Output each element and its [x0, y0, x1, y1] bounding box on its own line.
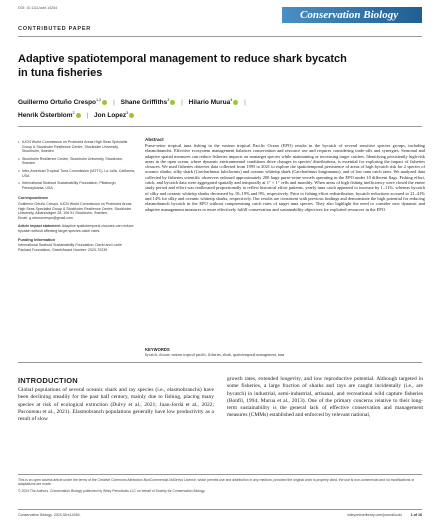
page-number: 1 of 16	[410, 513, 422, 517]
footer-notes	[18, 478, 422, 493]
section-heading-introduction: INTRODUCTION	[18, 376, 78, 385]
affiliations-column	[18, 140, 136, 255]
citation: Conservation Biology. 2024;38:e14264.	[18, 513, 81, 517]
affiliation: 1 IUCN World Commission on Protected Areas High Seas Specialist Group & Stockholm Resilience Centre, Stockholm University, Stockholm, Sweden	[18, 140, 128, 154]
copyright-text: © 2024 The Authors. Conservation Biology published by Wiley Periodicals LLC on behalf of Society for Conservation Biology.	[18, 488, 206, 493]
article-type: CONTRIBUTED PAPER	[18, 26, 92, 32]
funding-text: International Seafood Sustainability Foundation; David and Lucile Packard Foundation, Grant/Award Number: 2020-70239	[18, 243, 122, 252]
author-divider	[18, 126, 422, 127]
abstract-divider	[18, 362, 422, 363]
journal-banner[interactable]: Conservation Biology	[282, 7, 422, 23]
body-column-left: Global populations of several oceanic shark and ray species (i.e., elasmobranchs) have been declining steadily for the past half century, mainly due to fishing, placing many species at risk of ecological extinction (Dulvy et al., 2021; Juan-Jordá et al., 2022; Pacoureau et al., 2021). Elasmobranch populations generally have low productivity as a result of slow	[18, 387, 214, 423]
header-divider	[18, 36, 422, 37]
author-name[interactable]: Shane Griffiths	[120, 99, 168, 107]
orcid-icon[interactable]	[233, 100, 238, 105]
page-footer	[18, 513, 422, 517]
author-name[interactable]: Guillermo Ortuño Crespo	[18, 99, 97, 107]
orcid-icon[interactable]	[170, 100, 175, 105]
affiliation: 4 International Seafood Sustainability Foundation, Pittsburgh, Pennsylvania, USA	[18, 181, 117, 190]
funding-heading: Funding information	[18, 237, 55, 242]
orcid-icon[interactable]	[129, 113, 134, 118]
orcid-icon[interactable]	[102, 100, 107, 105]
doi[interactable]: DOI: 10.1111/cobi.14264	[18, 6, 58, 10]
keywords-heading: KEYWORDS	[145, 347, 170, 352]
author-name[interactable]: Henrik Österblom	[18, 112, 73, 120]
license-text: This is an open access article under the terms of the Creative Commons Attribution-NonCommercial-NoDerivs License, which permits use and distribution in any medium, provided the original work is properly cited, the use is non-commercial and no modifications or adaptations are made.	[18, 478, 415, 487]
bottom-divider	[18, 509, 422, 510]
abstract-heading: Abstract	[145, 137, 164, 142]
page-footer-right	[347, 513, 422, 517]
journal-url[interactable]: wileyonlinelibrary.com/journal/cobi	[347, 513, 402, 517]
author-list: Guillermo Ortuño Crespo$^{1,2}$ | Shane Griffiths$^3$ | Hilario Murua$^4$ | Henrik Österblom$^2$ | Jon Lopez$^3$	[18, 98, 246, 120]
abstract-text: Purse-seine tropical tuna fishing in the eastern tropical Pacific Ocean (EPO) results in the bycatch of several sensitive species groups, including elasmobranchs. Effective ecosystem management balances conservation and resource use and requires considering trade-offs and synergies. Seasonal and adaptive spatial measures can reduce fisheries impacts on nontarget species while maintaining or increasing target catches. Identifying persistently high-risk areas in the open ocean, where dynamic environmental conditions drive changes in species' distributions, is essential for exploring the impact of fisheries closures. We used fisheries observer data collected from 1995 to 2021 to explore the spatiotemporal persistence of areas of high bycatch risk for 2 species of oceanic sharks, silky shark (Carcharhinus falciformis) and oceanic whitetip shark (Carcharhinus longimanus), and of low tuna catch rates. We analyzed data collected by fisheries scientific observers onboard approximately 200 large purse-seine vessels operating in the EPO under 10 different flags. Fishing effort, catch, and bycatch data were aggregated spatially and temporally at 1° × 1° cells and monthly. When areas of high fishing inefficiency were closed the entire study period and effort was reallocated proportionally to reflect historical effort patterns, yearly tuna catch appeared to increase by 1–11%, whereas bycatch of silky and oceanic whitetip sharks decreased by 10–19% and 9%, respectively. Prior to fishing effort redistribution, bycatch reductions accrued to 21–41% and 14% for silky and oceanic whitetip sharks, respectively. Our results are consistent with previous findings and demonstrate the high potential for reducing elasmobranch bycatch in the EPO without compromising catch rates of target tuna species. They also highlight the need to consider new dynamic and adaptive management measures to more effectively fulfill conservation and sustainability objectives for exploited resources in the EPO.	[145, 143, 425, 212]
orcid-icon[interactable]	[76, 113, 81, 118]
correspondence-email[interactable]: Email: g.ortunocrespo@gmail.com	[18, 215, 73, 220]
footer-divider	[18, 474, 422, 475]
paper-title: Adaptive spatiotemporal management to reduce shark bycatch in tuna fisheries	[18, 53, 347, 79]
author-name[interactable]: Hilario Murua	[188, 99, 231, 107]
impact-statement: Article impact statement: Adaptive spatiotemporal closures can reduce bycatch without affecting target species catch rates.	[18, 224, 134, 233]
body-column-right: growth rates, extended longevity, and low reproductive potential. Although targeted in some fisheries, a large fraction of sharks and rays are caught incidentally (i.e., are bycatch) in industrial, semi-industrial, artisanal, and recreational wild capture fisheries (Bonfil, 1994; Murua et al., 2013). One of the primary concerns relative to their long-term sustainability is the general lack of effective conservation and management measures (CMMs) established and enforced by relevant national,	[227, 376, 423, 419]
abstract-section	[145, 137, 425, 337]
correspondence-heading: Correspondence	[18, 196, 49, 201]
affiliation: 2 Stockholm Resilience Centre, Stockholm University, Stockholm, Sweden	[18, 156, 124, 166]
keywords-text: bycatch, closure, eastern tropical pacific, fisheries, shark, spatiotemporal management, tuna	[145, 353, 285, 357]
affiliation: 3 Inter-American Tropical Tuna Commission (IATTC), La Jolla, California, USA	[18, 168, 135, 178]
author-name[interactable]: Jon Lopez	[94, 112, 127, 120]
correspondence-text: Guillermo Ortuño Crespo, IUCN World Commission on Protected Areas High Seas Specialist Group & Stockholm Resilience Centre, Stockholm University, Albanovägen 28, 106 91 Stockholm, Sweden.	[18, 201, 132, 216]
